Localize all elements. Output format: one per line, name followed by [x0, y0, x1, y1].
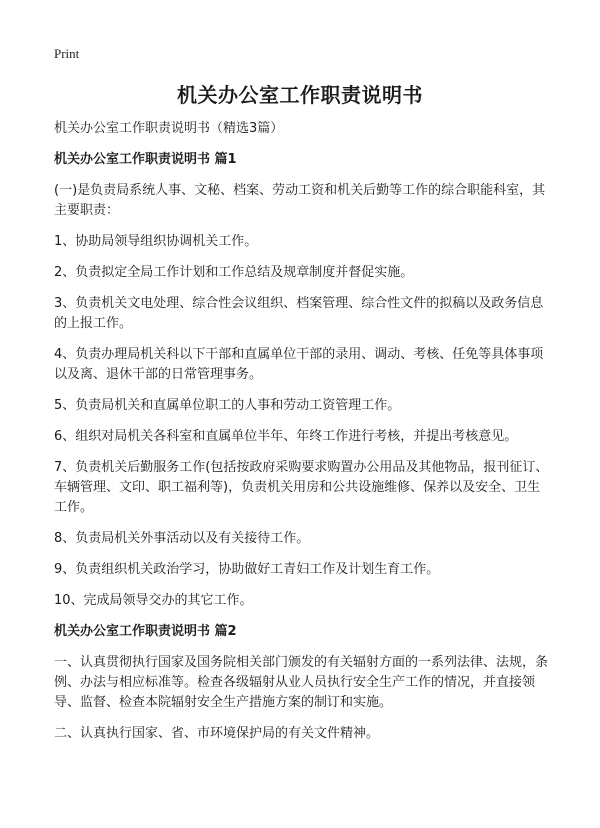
- paragraph: 1、协助局领导组织协调机关工作。: [54, 234, 258, 249]
- paragraph: 6、组织对局机关各科室和直属单位半年、年终工作进行考核，并提出考核意见。: [54, 429, 518, 444]
- paragraph: 3、负责机关文电处理、综合性会议组织、档案管理、综合性文件的拟稿以及政务信息的上报工作。: [54, 296, 544, 331]
- page-title: 机关办公室工作职责说明书: [177, 83, 423, 107]
- document-body: [54, 119, 552, 755]
- section-2: [54, 622, 552, 744]
- paragraph: 10、完成局领导交办的其它工作。: [54, 593, 253, 608]
- paragraph: 5、负责局机关和直属单位职工的人事和劳动工资管理工作。: [54, 398, 401, 413]
- print-link[interactable]: Print: [54, 46, 80, 61]
- paragraph: 一、认真贯彻执行国家及国务院相关部门颁发的有关辐射方面的一系列法律、法规，条例、办法与相应标准等。检查各级辐射从业人员执行安全生产工作的情况，并直接领导、监督、检查本院辐射安全生产措施方案的制订和实施。: [54, 655, 549, 710]
- section-1: [54, 150, 552, 611]
- paragraph: 9、负责组织机关政治学习，协助做好工青妇工作及计划生育工作。: [54, 562, 440, 577]
- paragraph: 4、负责办理局机关科以下干部和直属单位干部的录用、调动、考核、任免等具体事项以及离、退休干部的日常管理事务。: [54, 347, 544, 382]
- document-subtitle: 机关办公室工作职责说明书（精选3篇）: [54, 121, 284, 136]
- paragraph: 二、认真执行国家、省、市环境保护局的有关文件精神。: [54, 726, 380, 741]
- section-heading: 机关办公室工作职责说明书 篇1: [54, 152, 237, 167]
- paragraph: 2、负责拟定全局工作计划和工作总结及规章制度并督促实施。: [54, 265, 414, 280]
- paragraph: 8、负责局机关外事活动以及有关接待工作。: [54, 531, 310, 546]
- paragraph: (一)是负责局系统人事、文秘、档案、劳动工资和机关后勤等工作的综合职能科室，其主要职责：: [54, 183, 546, 218]
- section-heading: 机关办公室工作职责说明书 篇2: [54, 624, 237, 639]
- paragraph: 7、负责机关后勤服务工作(包括按政府采购要求购置办公用品及其他物品，报刊征订、车辆管理、文印、职工福利等)，负责机关用房和公共设施维修、保养以及安全、卫生工作。: [54, 460, 549, 515]
